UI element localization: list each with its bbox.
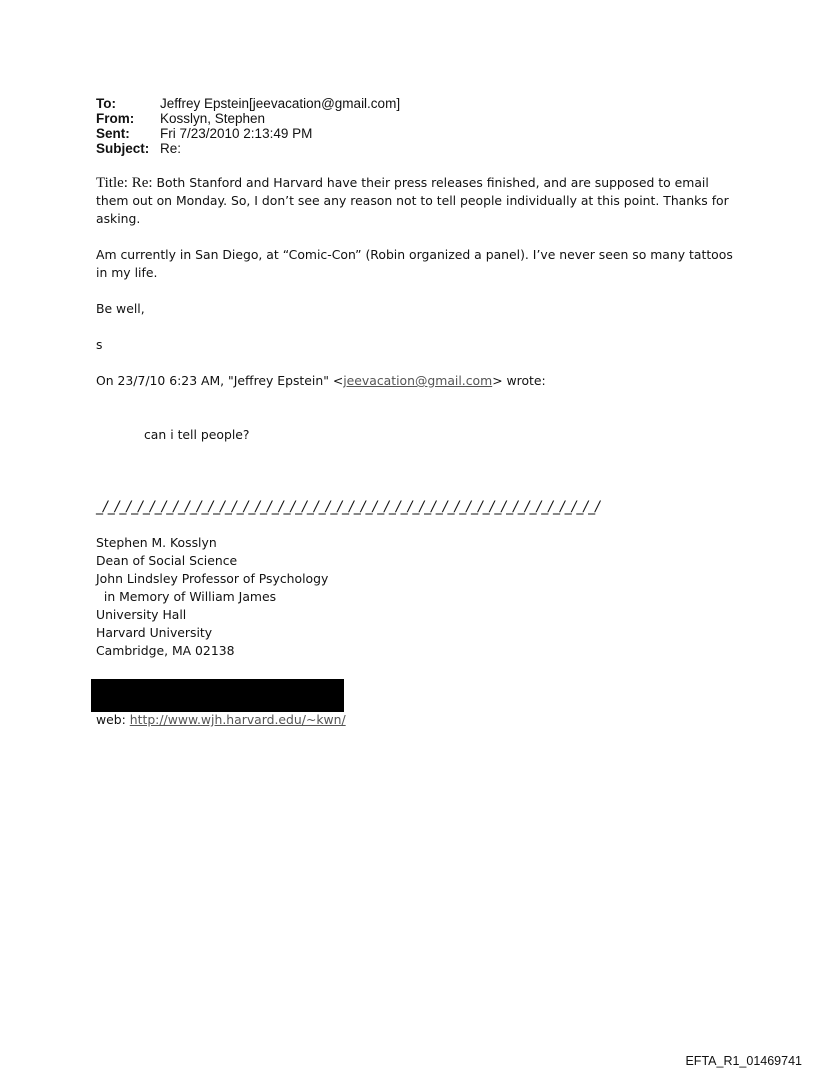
sent-value: Fri 7/23/2010 2:13:49 PM — [160, 126, 313, 141]
subject-label: Subject: — [96, 141, 150, 156]
sent-label: Sent: — [96, 126, 130, 141]
document-id: EFTA_R1_01469741 — [685, 1054, 802, 1068]
signature-rule: _/_/_/_/_/_/_/_/_/_/_/_/_/_/_/_/_/_/_/_/_/_/_/_/_/_/_/_/_/_/_/_/_/_/_/_/_/_/_/_/_/_/_/ — [96, 499, 600, 515]
sent-row — [96, 126, 400, 141]
from-row — [96, 111, 400, 126]
quoted-message: can i tell people? — [144, 427, 250, 442]
web-label: web: — [96, 712, 130, 727]
subject-row — [96, 141, 400, 156]
closing: Be well, — [96, 301, 145, 316]
signature-line: Dean of Social Science — [96, 553, 238, 568]
web-line — [96, 711, 346, 729]
signature-line: Cambridge, MA 02138 — [96, 643, 235, 658]
paragraph-1-text: Both Stanford and Harvard have their press releases finished, and are supposed to email them out on Monday. So, I don’t see any reason not to tell people individually at this point. Thanks for asking. — [96, 175, 729, 226]
quote-intro-pre: On 23/7/10 6:23 AM, "Jeffrey Epstein" < — [96, 373, 344, 388]
from-value: Kosslyn, Stephen — [160, 111, 266, 126]
paragraph-2: Am currently in San Diego, at “Comic-Con” (Robin organized a panel). I’ve never seen so many tattoos in my life. — [96, 247, 733, 280]
email-body — [96, 174, 736, 660]
subject-value: Re: — [160, 141, 182, 156]
initial: s — [96, 337, 103, 352]
quote-email-link[interactable]: jeevacation@gmail.com — [343, 373, 493, 388]
to-row — [96, 96, 400, 111]
to-label: To: — [96, 96, 116, 111]
web-link[interactable]: http://www.wjh.harvard.edu/~kwn/ — [129, 712, 346, 727]
redaction-block — [91, 679, 344, 712]
quote-intro — [96, 372, 736, 390]
signature-line: John Lindsley Professor of Psychology — [96, 571, 329, 586]
signature-line: in Memory of William James — [96, 589, 277, 604]
signature-line: University Hall — [96, 607, 187, 622]
from-label: From: — [96, 111, 135, 126]
signature-line: Harvard University — [96, 625, 213, 640]
paragraph-1 — [96, 174, 736, 228]
signature-line: Stephen M. Kosslyn — [96, 535, 217, 550]
to-value: Jeffrey Epstein[jeevacation@gmail.com] — [160, 96, 401, 111]
title-prefix: Title: Re: — [96, 175, 153, 191]
quote-intro-post: > wrote: — [492, 373, 546, 388]
email-header — [96, 96, 400, 156]
